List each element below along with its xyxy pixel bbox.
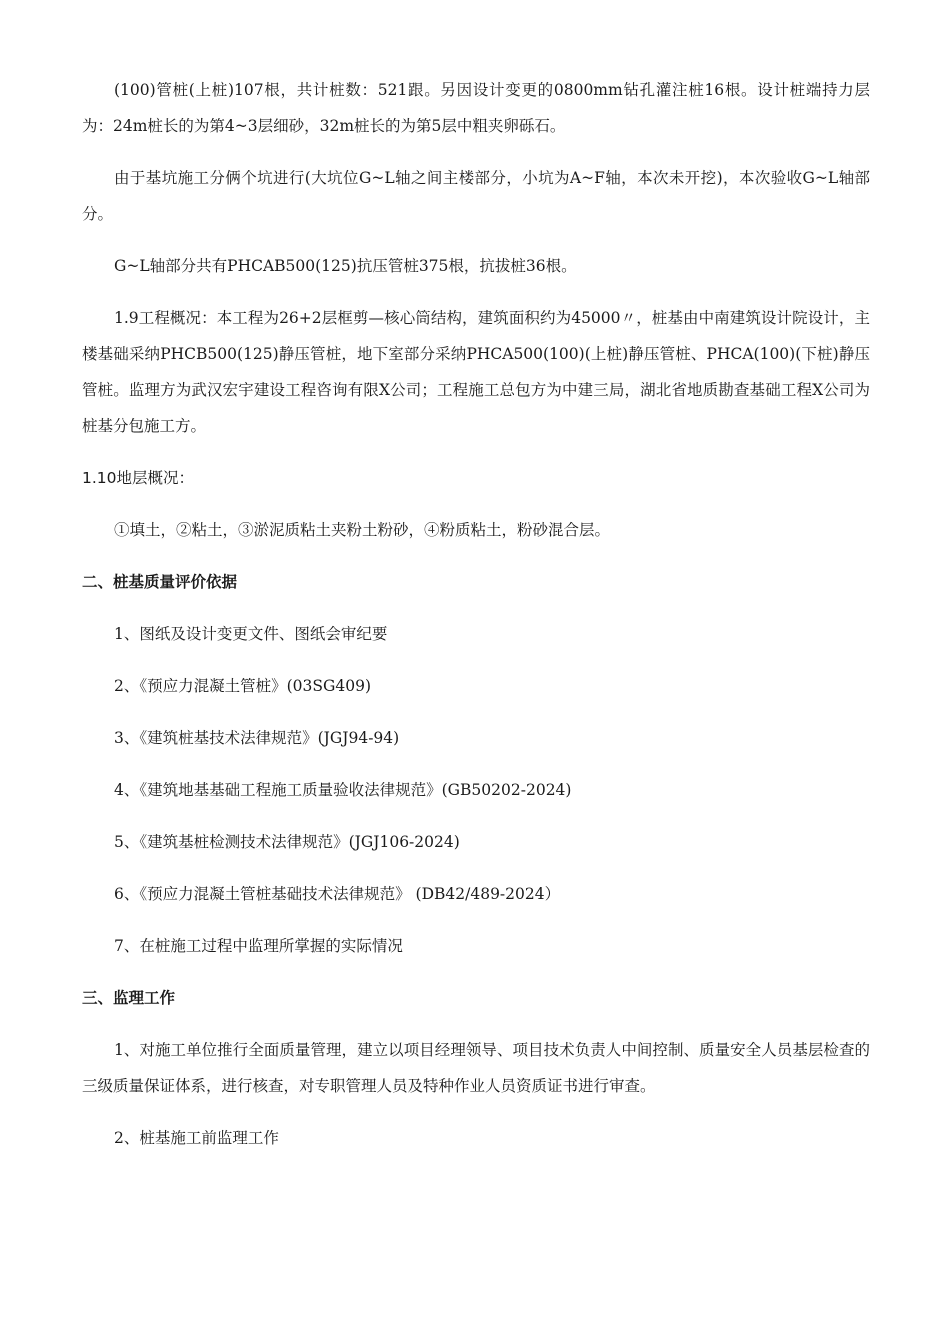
- project-overview-paragraph: 1.9工程概况：本工程为26+2层框剪—核心筒结构，建筑面积约为45000〃，桩基由中南建筑设计院设计，主楼基础采纳PHCB500(125)静压管桩，地下室部分采纳PHCA500(100)(上桩)静压管桩、PHCA(100)(下桩)静压管桩。监理方为武汉宏宇建设工程咨询有限X公司；工程施工总包方为中建三局，湖北省地质勘查基础工程X公司为桩基分包施工方。: [82, 309, 870, 435]
- list-item: 2、《预应力混凝土管桩》(03SG409): [114, 677, 372, 695]
- intro-paragraph-1: (100)管桩(上桩)107根，共计桩数：521跟。另因设计变更的0800mm钻孔灌注桩16根。设计桩端持力层为：24m桩长的为第4~3层细砂，32m桩长的为第5层中粗夹卵砾石。: [82, 81, 870, 135]
- list-item: 1、图纸及设计变更文件、图纸会审纪要: [114, 625, 388, 643]
- list-item: 5、《建筑基桩检测技术法律规范》(JGJ106-2024): [114, 833, 460, 851]
- basis-list: [82, 616, 870, 964]
- intro-paragraph-3: G~L轴部分共有PHCAB500(125)抗压管桩375根，抗拔桩36根。: [114, 257, 577, 275]
- supervision-paragraph-1: 1、对施工单位推行全面质量管理，建立以项目经理领导、项目技术负责人中间控制、质量安全人员基层检查的三级质量保证体系，进行核查，对专职管理人员及特种作业人员资质证书进行审查。: [82, 1041, 870, 1095]
- list-item: 3、《建筑桩基技术法律规范》(JGJ94-94): [114, 729, 400, 747]
- list-item: 7、在桩施工过程中监理所掌握的实际情况: [114, 937, 403, 955]
- strata-heading: 1.10地层概况：: [82, 469, 195, 487]
- section-2-heading: 二、桩基质量评价依据: [82, 573, 238, 591]
- list-item: 6、《预应力混凝土管桩基础技术法律规范》 (DB42/489-2024）: [114, 885, 561, 903]
- intro-paragraph-2: 由于基坑施工分俩个坑进行(大坑位G~L轴之间主楼部分，小坑为A~F轴，本次未开挖)，本次验收G~L轴部分。: [82, 169, 870, 223]
- supervision-paragraph-2: 2、桩基施工前监理工作: [114, 1129, 279, 1147]
- document-page: [82, 72, 870, 1172]
- section-3-heading: 三、监理工作: [82, 989, 176, 1007]
- strata-paragraph: ①填土，②粘土，③淤泥质粘土夹粉土粉砂，④粉质粘土，粉砂混合层。: [114, 521, 611, 539]
- list-item: 4、《建筑地基基础工程施工质量验收法律规范》(GB50202-2024): [114, 781, 572, 799]
